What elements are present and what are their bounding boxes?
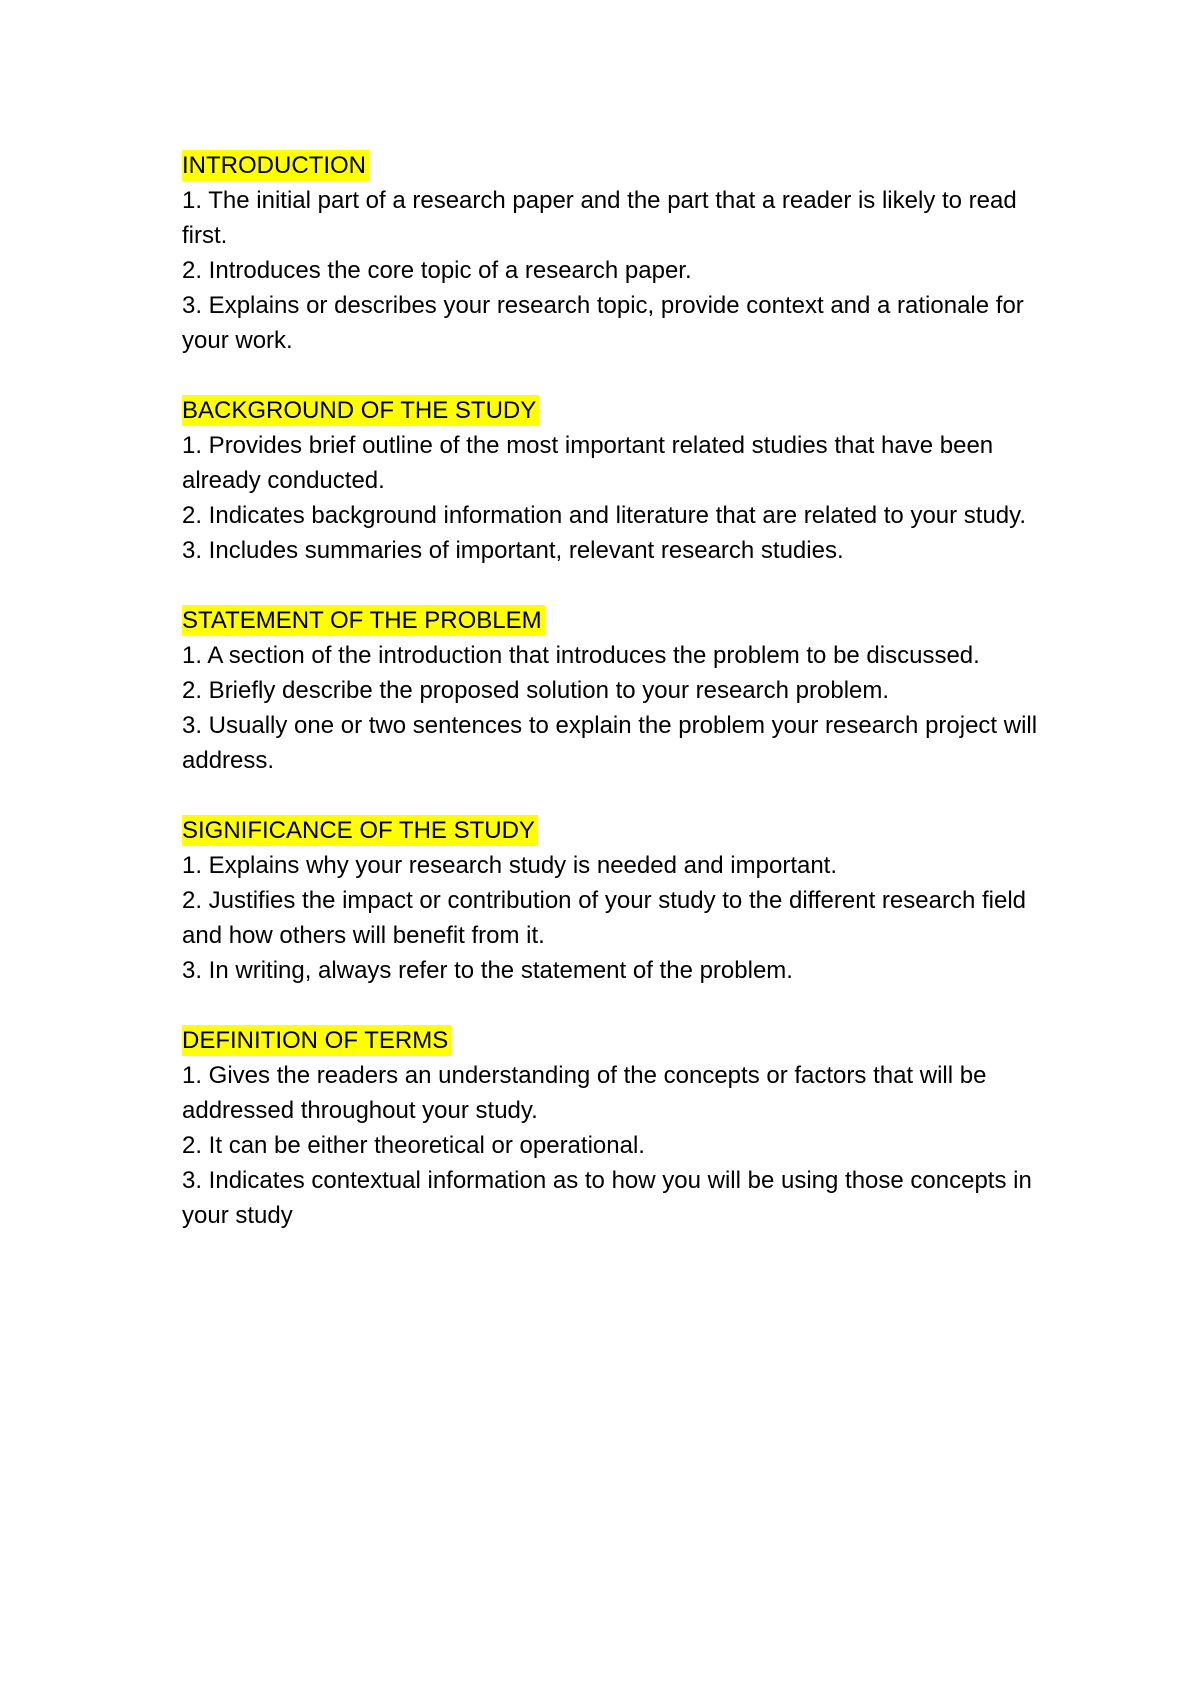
list-item: 2. Introduces the core topic of a research paper. [182, 257, 692, 284]
section-item-list [182, 848, 1042, 988]
highlighted-heading-text: SIGNIFICANCE OF THE STUDY [182, 815, 538, 846]
highlighted-heading-text: BACKGROUND OF THE STUDY [182, 395, 539, 426]
highlighted-heading-text: DEFINITION OF TERMS [182, 1025, 451, 1056]
list-item: 1. Gives the readers an understanding of the concepts or factors that will be addressed throughout your study. [182, 1062, 987, 1124]
list-item: 3. Explains or describes your research topic, provide context and a rationale for your work. [182, 292, 1024, 354]
list-item: 3. Includes summaries of important, relevant research studies. [182, 537, 844, 564]
section-item-list [182, 183, 1042, 358]
list-item: 1. The initial part of a research paper and the part that a reader is likely to read first. [182, 187, 1017, 249]
document-body [182, 148, 1042, 1268]
list-item: 2. Briefly describe the proposed solution to your research problem. [182, 677, 890, 704]
section-statement-of-the-problem [182, 603, 1042, 778]
section-heading [182, 603, 1042, 638]
list-item: 3. In writing, always refer to the statement of the problem. [182, 957, 793, 984]
section-definition-of-terms [182, 1023, 1042, 1233]
highlighted-heading-text: STATEMENT OF THE PROBLEM [182, 605, 545, 636]
section-heading [182, 393, 1042, 428]
section-background-of-the-study [182, 393, 1042, 568]
list-item: 2. Indicates background information and literature that are related to your study. [182, 502, 1027, 529]
section-item-list [182, 1058, 1042, 1233]
section-significance-of-the-study [182, 813, 1042, 988]
list-item: 1. Provides brief outline of the most important related studies that have been already conducted. [182, 432, 994, 494]
section-heading [182, 148, 1042, 183]
list-item: 1. A section of the introduction that introduces the problem to be discussed. [182, 642, 980, 669]
list-item: 2. Justifies the impact or contribution of your study to the different research field and how others will benefit from it. [182, 887, 1026, 949]
section-introduction [182, 148, 1042, 358]
list-item: 3. Indicates contextual information as to how you will be using those concepts in your study [182, 1167, 1032, 1229]
list-item: 3. Usually one or two sentences to explain the problem your research project will address. [182, 712, 1038, 774]
highlighted-heading-text: INTRODUCTION [182, 150, 369, 181]
section-heading [182, 813, 1042, 848]
section-item-list [182, 428, 1042, 568]
section-heading [182, 1023, 1042, 1058]
list-item: 2. It can be either theoretical or operational. [182, 1132, 645, 1159]
section-item-list [182, 638, 1042, 778]
list-item: 1. Explains why your research study is needed and important. [182, 852, 838, 879]
